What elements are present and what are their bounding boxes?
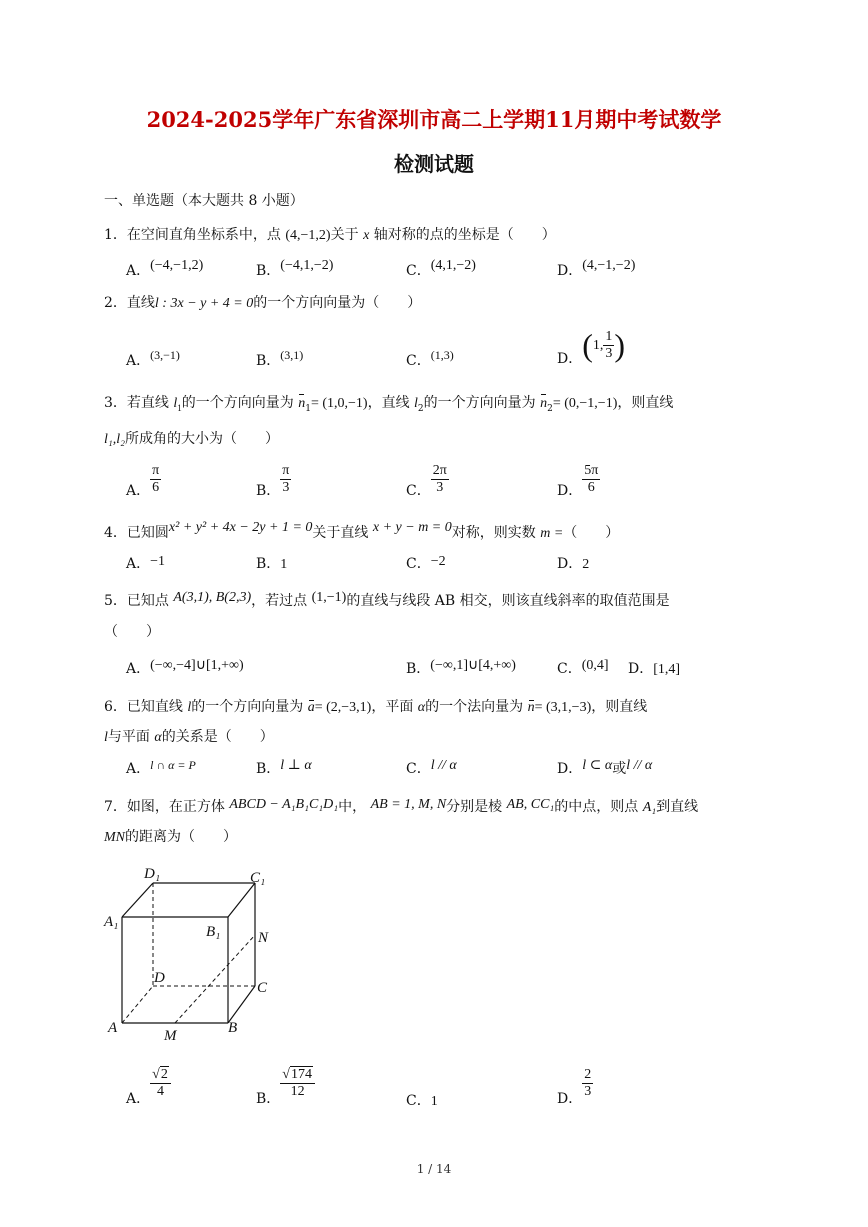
q2-option-d	[557, 326, 625, 365]
q5-number: 5．	[104, 593, 127, 609]
q7-point-a1: A₁	[642, 800, 657, 815]
q3-option-d-label: D．	[557, 483, 583, 499]
q5-points: A(3,1), B(2,3)	[173, 590, 252, 605]
q6-option-c-label: C．	[406, 761, 431, 777]
q2-line-equation: l : 3x − y + 4 = 0	[154, 296, 254, 311]
q3-option-d-frac	[582, 463, 600, 496]
q5-text-pre: 已知点	[126, 593, 169, 609]
q5-text-mid: ，若过点	[251, 593, 308, 609]
q3-option-c-num: 2π	[432, 462, 447, 478]
q1-option-b	[256, 258, 334, 281]
q7-line-2-text: 的距离为（ ）	[125, 829, 237, 845]
q5-option-a-value: (−∞,−4]∪[1,+∞)	[150, 658, 244, 673]
q3-n1-vector: n	[298, 393, 305, 415]
q3-n2-value: = (0,−1,−1)	[552, 396, 618, 411]
q1-option-c	[406, 258, 476, 281]
q2-number: 2．	[104, 295, 127, 311]
q2-option-d-rparen: )	[614, 327, 626, 363]
question-7	[104, 798, 698, 817]
q6-line-2	[104, 728, 274, 747]
q5-option-a-label: A．	[126, 661, 151, 677]
q2-option-d-frac	[603, 329, 614, 362]
q1-option-b-value: (−4,1,−2)	[280, 258, 334, 273]
q3-number: 3．	[104, 395, 127, 411]
question-2	[104, 294, 421, 313]
q7-option-a	[126, 1064, 171, 1107]
q6-alpha: α	[417, 700, 426, 715]
edge-b1-c1	[228, 883, 255, 917]
q7-text-pre: 如图，在正方体	[126, 799, 225, 815]
q2-option-d-label: D．	[557, 351, 583, 367]
q3-option-d-num: 5π	[584, 462, 599, 478]
q6-text-mid3: 的一个法向量为	[425, 699, 524, 715]
q4-option-b-label: B．	[256, 556, 281, 572]
q6-option-a-value: l ∩ α = P	[150, 758, 196, 772]
q7-number: 7．	[104, 799, 127, 815]
q6-line2-post: 的关系是（ ）	[161, 729, 274, 745]
q1-point: (4,−1,2)	[285, 228, 331, 243]
q2-option-d-lparen: (	[582, 327, 593, 363]
q5-option-c-label: C．	[557, 661, 582, 677]
q7-option-a-label: A．	[126, 1091, 151, 1107]
q6-option-d-value-1: l ⊂ α	[582, 758, 613, 773]
q1-text-mid: 关于	[330, 227, 359, 243]
q1-axis: x	[363, 228, 370, 243]
q3-option-a-label: A．	[126, 483, 151, 499]
q4-option-d-value: 2	[582, 557, 590, 572]
q3-option-b-label: B．	[256, 483, 281, 499]
q7-option-b-num-wrap: √174	[280, 1067, 315, 1084]
q1-number: 1．	[104, 227, 127, 243]
q3-n1-sub: 1	[305, 403, 311, 414]
q7-option-d-label: D．	[557, 1091, 583, 1107]
label-a1: A₁	[104, 914, 119, 930]
q4-text-pre: 已知圆	[126, 525, 169, 541]
q6-option-c	[406, 760, 457, 779]
q4-text-post2: （ ）	[563, 525, 620, 541]
q5-option-a	[126, 660, 244, 679]
q2-option-a-label: A．	[126, 353, 151, 369]
title-line-1: 2024-2025学年广东省深圳市高二上学期11月期中考试数学	[146, 107, 722, 132]
label-m: M	[164, 1028, 177, 1044]
q7-option-b-num: 174	[290, 1066, 312, 1082]
q4-m: m =	[540, 526, 564, 541]
q7-condition: AB = 1, M, N	[370, 797, 447, 812]
q1-option-c-label: C．	[406, 263, 431, 279]
q6-text-mid2: ，平面	[371, 699, 414, 715]
q6-option-b-label: B．	[256, 761, 281, 777]
q7-line-2	[104, 828, 237, 847]
label-d: D	[154, 970, 165, 986]
q1-option-c-value: (4,1,−2)	[430, 258, 476, 273]
q3-line-2	[104, 430, 279, 449]
q6-number: 6．	[104, 699, 127, 715]
q6-a-value: = (2,−3,1)	[314, 700, 372, 715]
q2-option-a-value: (3,−1)	[150, 348, 180, 362]
q5-line-2: （ ）	[104, 624, 160, 640]
q6-line2-alpha: α	[154, 730, 162, 745]
q7-option-a-num: 2	[160, 1066, 168, 1082]
q5-point: (1,−1)	[311, 590, 347, 605]
q3-option-d	[557, 462, 600, 499]
q2-option-c	[406, 348, 454, 370]
label-c: C	[257, 980, 268, 996]
page-number: 1 / 14	[416, 1162, 452, 1176]
q2-option-b	[256, 348, 304, 370]
label-n: N	[258, 930, 269, 946]
q1-text-pre: 在空间直角坐标系中，点	[126, 227, 281, 243]
q4-line-equation: x + y − m = 0	[372, 520, 452, 535]
q3-n1-value: = (1,0,−1)	[310, 396, 368, 411]
q3-option-b-num: π	[282, 462, 290, 478]
label-c1: C₁	[250, 870, 266, 886]
q7-option-c-value: 1	[430, 1094, 438, 1109]
q7-option-a-den: 4	[156, 1083, 164, 1099]
q4-option-b	[256, 555, 287, 574]
q4-text-mid: 关于直线	[312, 525, 369, 541]
label-b: B	[228, 1020, 238, 1036]
q3-option-a-den: 6	[152, 479, 160, 495]
q6-text-post: ，则直线	[591, 699, 648, 715]
q6-text-mid1: 的一个方向向量为	[191, 699, 304, 715]
q7-option-d-frac	[582, 1067, 593, 1100]
q5-option-b-value: (−∞,1]∪[4,+∞)	[430, 658, 516, 673]
edge-b-c	[228, 986, 255, 1023]
q4-option-c-label: C．	[406, 556, 431, 572]
question-4	[104, 520, 620, 543]
q3-n2-sub: 2	[547, 403, 553, 414]
q3-option-a	[126, 462, 161, 499]
q3-option-b-frac	[280, 463, 291, 496]
title-line-2: 检测试题	[394, 152, 474, 176]
q3-text-mid3: 的一个方向向量为	[423, 395, 536, 411]
label-b1: B₁	[206, 924, 221, 940]
label-a: A	[108, 1020, 118, 1036]
q2-text-pre: 直线	[126, 295, 155, 311]
q2-option-d-den: 3	[605, 345, 613, 361]
q4-option-d-label: D．	[557, 556, 583, 572]
edge-a1-d1	[122, 883, 153, 917]
q5-option-d-value: [1,4]	[653, 662, 681, 677]
question-5	[104, 592, 670, 611]
q3-lines-l1-l2: l₁,l₂	[104, 432, 126, 447]
q3-line-2-text: 所成角的大小为（ ）	[125, 431, 280, 447]
q6-n-value: = (3,1,−3)	[534, 700, 592, 715]
q7-option-b	[256, 1064, 315, 1107]
q6-l: l	[187, 700, 192, 715]
q7-option-b-frac	[280, 1067, 315, 1100]
q2-option-c-value: (1,3)	[430, 348, 454, 362]
q7-option-d-num: 2	[584, 1066, 592, 1082]
q7-text-post: 到直线	[656, 799, 699, 815]
q3-option-a-num: π	[152, 462, 160, 478]
q6-line2-mid: 与平面	[107, 729, 150, 745]
label-d1: D₁	[144, 866, 161, 882]
q6-option-d-value-2: l // α	[626, 758, 653, 773]
q7-edges: AB, CC₁	[506, 797, 555, 812]
q3-option-d-den: 6	[587, 479, 595, 495]
question-6	[104, 698, 647, 717]
q3-option-b-den: 3	[282, 479, 290, 495]
q6-option-b-value: l ⊥ α	[280, 758, 312, 773]
q6-option-d	[557, 760, 652, 779]
q1-option-a	[126, 258, 204, 281]
q7-option-c	[406, 1092, 438, 1111]
q2-text-post: 的一个方向向量为（ ）	[253, 295, 422, 311]
q6-a-vector: a	[307, 700, 315, 715]
q7-text-mid2: 分别是棱	[446, 799, 503, 815]
q6-option-d-label: D．	[557, 761, 583, 777]
q5-text-post: 的直线与线段 AB 相交，则该直线斜率的取值范围是	[346, 593, 670, 609]
q1-option-a-label: A．	[126, 263, 151, 279]
q5-option-c-value: (0,4]	[581, 658, 609, 673]
q1-text-post: 轴对称的点的坐标是（ ）	[373, 227, 556, 243]
q4-number: 4．	[104, 525, 127, 541]
q2-option-b-value: (3,1)	[280, 348, 304, 362]
q4-option-b-value: 1	[280, 557, 288, 572]
q7-option-b-den: 12	[290, 1083, 305, 1099]
q4-option-a-value: −1	[150, 554, 166, 569]
q6-option-d-or: 或	[612, 761, 627, 777]
q1-option-d-value: (4,−1,−2)	[582, 258, 636, 273]
q5-option-b	[406, 660, 516, 679]
q7-option-c-label: C．	[406, 1093, 431, 1109]
q4-circle-equation: x² + y² + 4x − 2y + 1 = 0	[168, 520, 313, 535]
q1-option-a-value: (−4,−1,2)	[150, 258, 204, 273]
q7-text-mid1: 中，	[338, 799, 367, 815]
q7-option-a-frac	[150, 1067, 171, 1100]
q7-cube: ABCD − A₁B₁C₁D₁	[229, 797, 339, 812]
question-1	[104, 226, 556, 245]
segment-m-n	[175, 935, 255, 1023]
q3-l2: l	[414, 396, 418, 411]
q7-option-b-label: B．	[256, 1091, 281, 1107]
q5-option-d-label: D．	[628, 661, 654, 677]
q3-option-c-den: 3	[436, 479, 444, 495]
q2-option-b-label: B．	[256, 353, 281, 369]
q3-text-post: ，则直线	[617, 395, 674, 411]
q6-option-c-value: l // α	[430, 758, 457, 773]
q2-option-d-num: 1	[605, 328, 613, 344]
section-heading: 一、单选题（本大题共 8 小题）	[104, 193, 304, 209]
q3-text-pre: 若直线	[126, 395, 169, 411]
q7-option-d-den: 3	[584, 1083, 592, 1099]
q4-option-d	[557, 555, 589, 574]
q7-option-a-num-wrap: √2	[150, 1067, 171, 1084]
q3-l1: l	[173, 396, 178, 411]
q2-option-a	[126, 348, 180, 370]
q1-option-b-label: B．	[256, 263, 281, 279]
q4-option-c-value: −2	[430, 554, 446, 569]
q5-option-b-label: B．	[406, 661, 431, 677]
q6-option-b	[256, 760, 312, 779]
q3-option-c-label: C．	[406, 483, 431, 499]
q4-option-a-label: A．	[126, 556, 151, 572]
q1-option-d	[557, 258, 636, 281]
q3-l2-sub: 2	[417, 403, 424, 414]
q6-n-vector: n	[527, 700, 535, 715]
cube-figure	[100, 860, 300, 1050]
q3-option-a-frac	[150, 463, 161, 496]
q3-option-c	[406, 462, 449, 499]
q5-option-c	[557, 660, 609, 679]
q3-n2-vector: n	[540, 393, 547, 415]
q4-option-c	[406, 555, 446, 574]
q7-option-d	[557, 1064, 593, 1107]
q5-option-d	[628, 660, 680, 679]
question-3	[104, 392, 673, 420]
q3-option-c-frac	[431, 463, 449, 496]
q2-option-d-int: 1,	[592, 338, 604, 353]
q3-l1-sub: 1	[177, 402, 182, 413]
q6-text-pre: 已知直线	[126, 699, 183, 715]
q6-option-a-label: A．	[126, 761, 151, 777]
q3-text-mid2: ，直线	[367, 395, 410, 411]
q1-option-d-label: D．	[557, 263, 583, 279]
q3-text-mid1: 的一个方向向量为	[181, 395, 294, 411]
q7-line-mn: MN	[104, 830, 125, 845]
q4-text-post1: 对称，则实数	[451, 525, 536, 541]
q6-line2-l: l	[104, 730, 108, 745]
q6-option-a	[126, 760, 196, 778]
q3-option-b	[256, 462, 291, 499]
hidden-edge-a-d	[122, 986, 153, 1023]
q7-text-mid3: 的中点，则点	[554, 799, 639, 815]
q2-option-c-label: C．	[406, 353, 431, 369]
q4-option-a	[126, 555, 165, 574]
